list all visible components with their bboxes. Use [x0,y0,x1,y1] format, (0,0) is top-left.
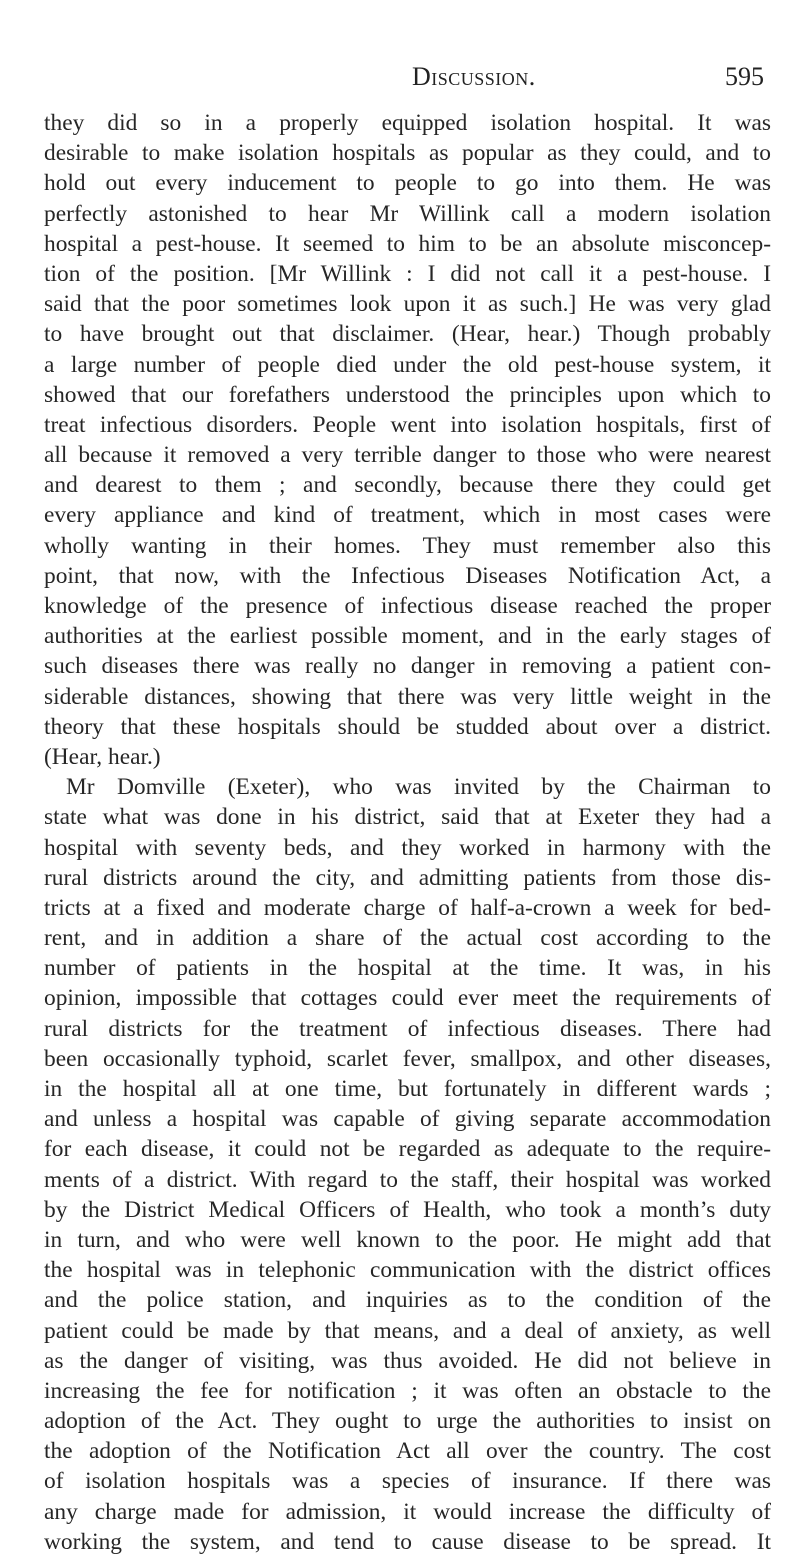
text-line: treat infectious disorders. People went into isolation hospitals, first of [44,411,771,438]
text-line: any charge made for admission, it would increase the difficulty of [44,1498,771,1525]
text-line: Mr Domville (Exeter), who was invited by the Chairman to [66,774,771,801]
text-line: a large number of people died under the old pest-house system, it [44,351,771,378]
text-line: said that the poor sometimes look upon it as such.] He was very glad [44,291,771,318]
text-line: ments of a district. With regard to the staff, their hospital was worked [44,1166,771,1193]
text-line: state what was done in his district, said that at Exeter they had a [44,804,771,831]
text-line: hospital with seventy beds, and they worked in harmony with the [44,834,771,861]
text-line: in the hospital all at one time, but fortunately in different wards ; [44,1076,771,1102]
text-line: authorities at the earliest possible moment, and in the early stages of [44,623,771,650]
text-line: (Hear, hear.) [44,743,161,770]
text-line: all because it removed a very terrible danger to those who were nearest [44,442,771,469]
text-line: adoption of the Act. They ought to urge the authorities to insist on [44,1408,771,1435]
text-line: and dearest to them ; and secondly, because there they could get [44,472,771,499]
text-line: theory that these hospitals should be studded about over a district. [44,713,771,740]
text-line: as the danger of visiting, was thus avoided. He did not believe in [44,1347,771,1374]
text-line: rural districts for the treatment of infectious diseases. There had [44,1015,771,1042]
text-line: and unless a hospital was capable of giving separate accommodation [44,1106,771,1133]
text-line: rural districts around the city, and admitting patients from those dis- [44,864,771,891]
text-line: knowledge of the presence of infectious disease reached the proper [44,593,771,619]
text-line: every appliance and kind of treatment, which in most cases were [44,502,771,529]
text-line: the adoption of the Notification Act all over the country. The cost [44,1438,771,1465]
text-line: been occasionally typhoid, scarlet fever, smallpox, and other diseases, [44,1045,771,1072]
text-line: in turn, and who were well known to the poor. He might add that [44,1226,771,1253]
text-line: tricts at a fixed and moderate charge of half-a-crown a week for bed- [44,894,771,921]
text-line: tion of the position. [Mr Willink : I did not call it a pest-house. I [44,260,771,287]
text-line: they did so in a properly equipped isolation hospital. It was [44,110,771,136]
running-title: Discussion. [412,62,536,91]
text-line: hospital a pest-house. It seemed to him to be an absolute misconcep- [44,230,771,257]
text-line: the hospital was in telephonic communication with the district offices [44,1257,771,1284]
text-line: wholly wanting in their homes. They must remember also this [44,532,771,559]
text-line: such diseases there was really no danger in removing a patient con- [44,653,771,680]
text-line: patient could be made by that means, and a deal of anxiety, as well [44,1317,771,1344]
text-line: point, that now, with the Infectious Diseases Notification Act, a [44,562,771,589]
text-line: perfectly astonished to hear Mr Willink call a modern isolation [44,200,771,227]
text-line: siderable distances, showing that there was very little weight in the [44,683,771,710]
text-line: working the system, and tend to cause disease to be spread. It [44,1528,771,1555]
text-line: increasing the fee for notification ; it was often an obstacle to the [44,1377,771,1404]
text-line: to have brought out that disclaimer. (Hear, hear.) Though probably [44,321,771,348]
body-text [44,108,771,1557]
running-head [0,62,800,96]
text-line: of isolation hospitals was a species of insurance. If there was [44,1468,771,1495]
text-line: showed that our forefathers understood the principles upon which to [44,381,771,408]
text-line: for each disease, it could not be regarded as adequate to the require- [44,1136,771,1163]
page-number: 595 [725,62,764,91]
text-line: desirable to make isolation hospitals as popular as they could, and to [44,140,771,167]
text-line: and the police station, and inquiries as to the condition of the [44,1287,771,1314]
text-line: rent, and in addition a share of the actual cost according to the [44,925,771,952]
text-line: number of patients in the hospital at the time. It was, in his [44,955,771,982]
text-line: by the District Medical Officers of Health, who took a month’s duty [44,1196,771,1223]
text-line: hold out every inducement to people to go into them. He was [44,170,771,197]
text-line: opinion, impossible that cottages could ever meet the requirements of [44,985,771,1012]
